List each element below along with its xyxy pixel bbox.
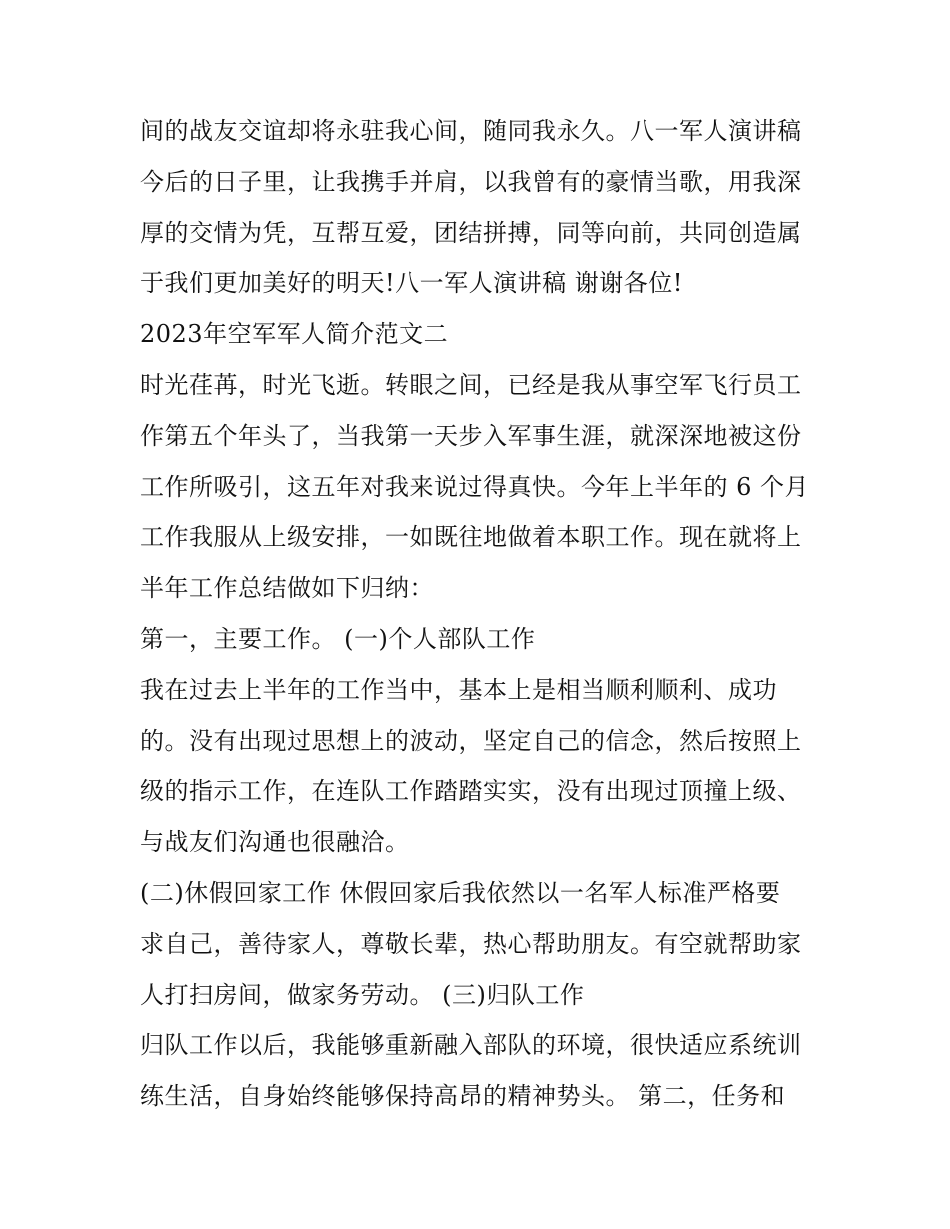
text-line: 的。没有出现过思想上的波动，坚定自己的信念，然后按照上: [140, 726, 802, 755]
text-line: 于我们更加美好的明天!八一军人演讲稿 谢谢各位!: [140, 269, 683, 298]
text-line: 人打扫房间，做家务劳动。 (三)归队工作: [140, 980, 585, 1009]
text-line: 第一，主要工作。 (一)个人部队工作: [140, 624, 536, 653]
text-line: 工作所吸引，这五年对我来说过得真快。今年上半年的 6 个月: [140, 472, 810, 501]
text-line: 作第五个年头了，当我第一天步入军事生涯，就深深地被这份: [140, 421, 802, 450]
section-heading: 2023年空军军人简介范文二: [140, 320, 449, 349]
text-line: 时光荏苒，时光飞逝。转眼之间，已经是我从事空军飞行员工: [140, 370, 802, 399]
text-line: 级的指示工作，在连队工作踏踏实实，没有出现过顶撞上级、: [140, 777, 802, 806]
text-line: 与战友们沟通也很融洽。: [140, 828, 410, 857]
document-body: [140, 106, 820, 1122]
text-line: 半年工作总结做如下归纳：: [140, 574, 434, 603]
text-line: (二)休假回家工作 休假回家后我依然以一名军人标准严格要: [140, 878, 781, 907]
text-line: 工作我服从上级安排，一如既往地做着本职工作。现在就将上: [140, 523, 802, 552]
text-line: 归队工作以后，我能够重新融入部队的环境，很快适应系统训: [140, 1031, 802, 1060]
text-line: 今后的日子里，让我携手并肩，以我曾有的豪情当歌，用我深: [140, 167, 802, 196]
text-line: 我在过去上半年的工作当中，基本上是相当顺利顺利、成功: [140, 675, 777, 704]
text-line: 厚的交情为凭，互帮互爱，团结拼搏，同等向前，共同创造属: [140, 218, 802, 247]
text-line: 练生活，自身始终能够保持高昂的精神势头。 第二，任务和: [140, 1082, 786, 1111]
text-line: 求自己，善待家人，尊敬长辈，热心帮助朋友。有空就帮助家: [140, 929, 802, 958]
text-line: 间的战友交谊却将永驻我心间，随同我永久。八一军人演讲稿: [140, 117, 802, 145]
